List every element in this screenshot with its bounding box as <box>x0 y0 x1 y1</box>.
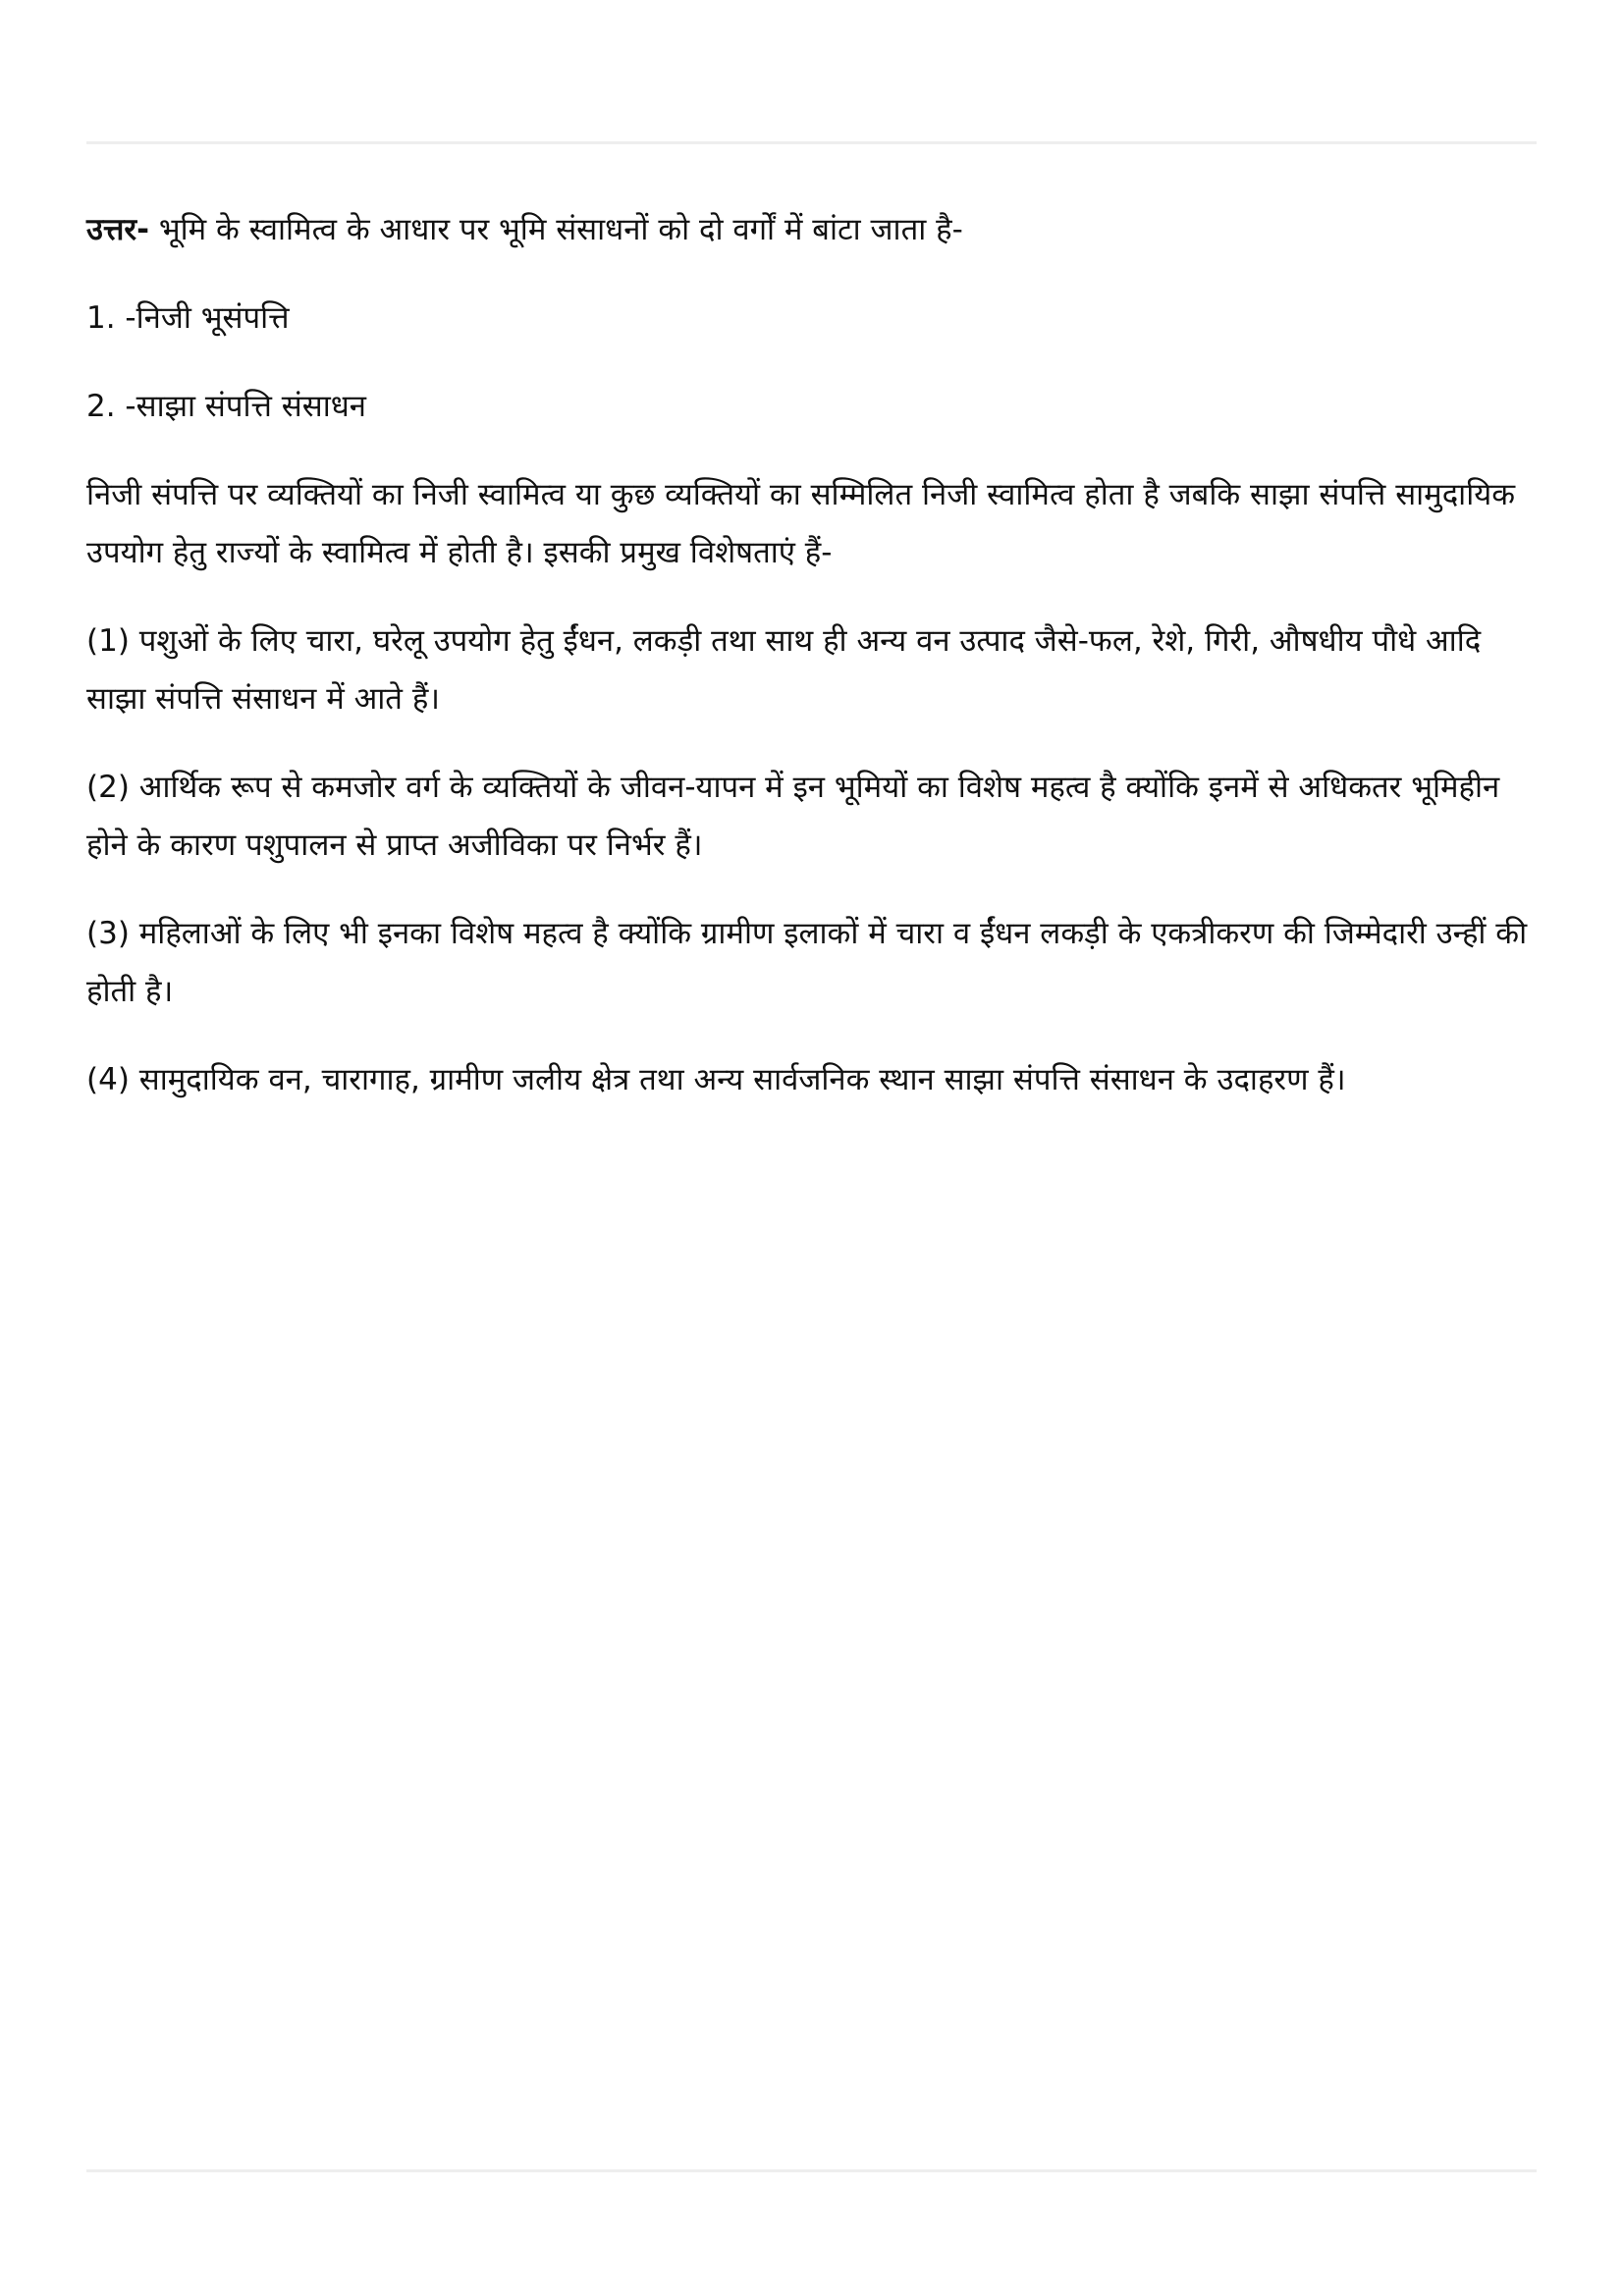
bottom-divider <box>86 2169 1537 2172</box>
point-3: (3) महिलाओं के लिए भी इनका विशेष महत्व है क्योंकि ग्रामीण इलाकों में चारा व ईंधन लकड़ी के एकत्रीकरण की जिम्मेदारी उन्हीं की होती है। <box>86 916 1528 1009</box>
document-body <box>86 201 1542 1140</box>
answer-intro <box>86 201 1542 259</box>
list-item-common-property: 2. -साझा संपत्ति संसाधन <box>86 389 366 424</box>
top-divider <box>86 141 1537 144</box>
description-paragraph: निजी संपत्ति पर व्यक्तियों का निजी स्वामित्व या कुछ व्यक्तियों का सम्मिलित निजी स्वामित्व होता है जबकि साझा संपत्ति सामुदायिक उपयोग हेतु राज्यों के स्वामित्व में होती है। इसकी प्रमुख विशेषताएं हैं- <box>86 477 1516 570</box>
list-item-private-property: 1. -निजी भूसंपत्ति <box>86 300 290 336</box>
point-1: (1) पशुओं के लिए चारा, घरेलू उपयोग हेतु ईंधन, लकड़ी तथा साथ ही अन्य वन उत्पाद जैसे-फल, रेशे, गिरी, औषधीय पौधे आदि साझा संपत्ति संसाधन में आते हैं। <box>86 623 1482 717</box>
answer-intro-text: भूमि के स्वामित्व के आधार पर भूमि संसाधनों को दो वर्गों में बांटा जाता है- <box>148 212 963 247</box>
point-4: (4) सामुदायिक वन, चारागाह, ग्रामीण जलीय क्षेत्र तथा अन्य सार्वजनिक स्थान साझा संपत्ति संसाधन के उदाहरण हैं। <box>86 1062 1346 1097</box>
answer-label: उत्तर- <box>86 212 149 247</box>
point-2: (2) आर्थिक रूप से कमजोर वर्ग के व्यक्तियों के जीवन-यापन में इन भूमियों का विशेष महत्व है क्योंकि इनमें से अधिकतर भूमिहीन होने के कारण पशुपालन से प्राप्त अजीविका पर निर्भर हैं। <box>86 770 1500 863</box>
